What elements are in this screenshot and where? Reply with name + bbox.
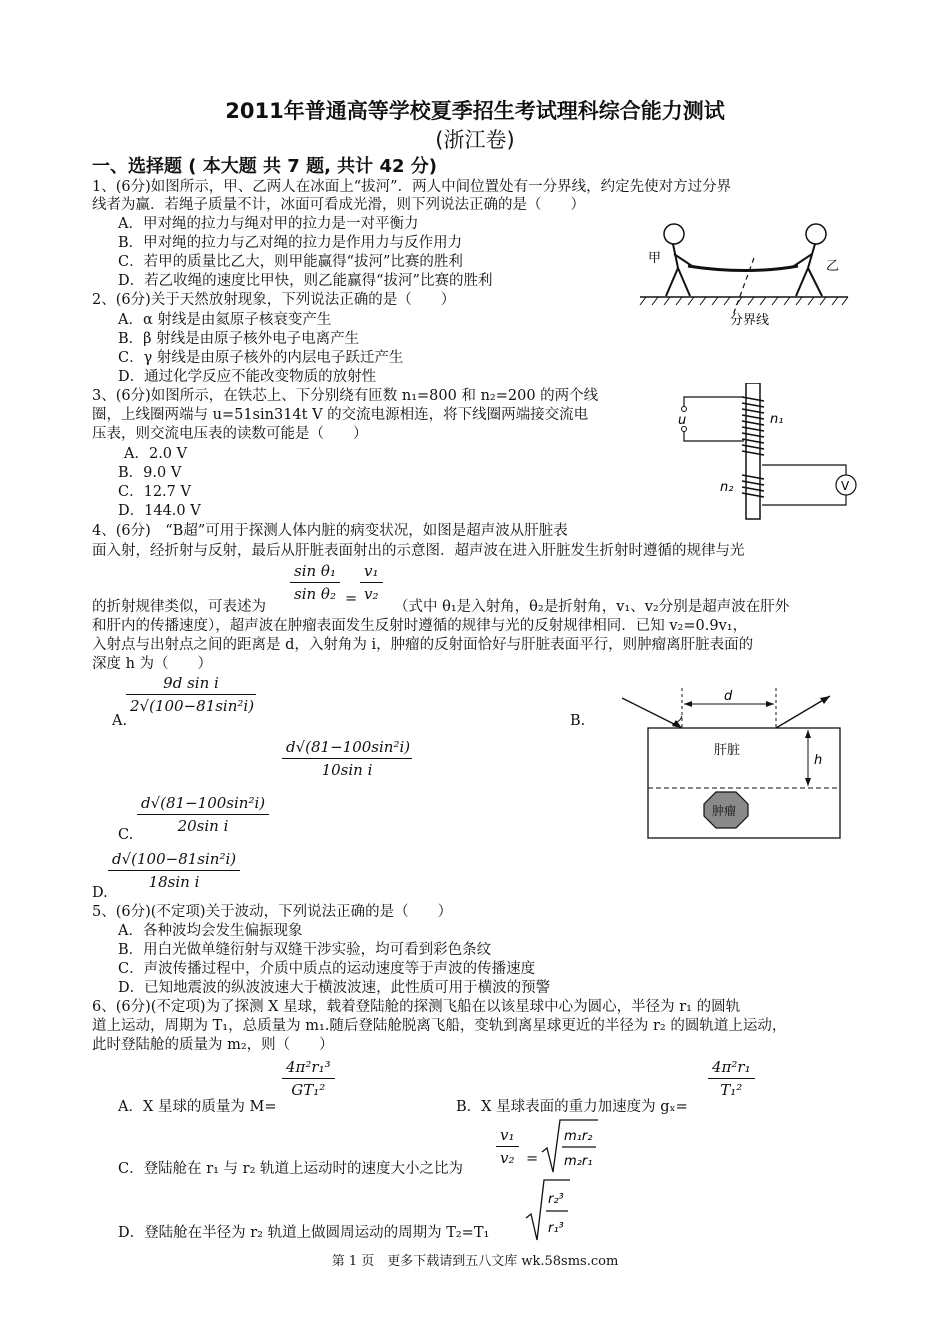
label-tumor: 肿瘤 xyxy=(712,804,737,818)
q2-option-c: C．γ 射线是由原子核外的内层电子跃迁产生 xyxy=(118,350,404,366)
q4-option-d-label: D. xyxy=(92,885,108,901)
label-liver: 肝脏 xyxy=(714,743,741,758)
q6-c-sqrt-den: m₂r₁ xyxy=(564,1154,593,1169)
q3-option-a: A．2.0 V xyxy=(124,446,188,462)
q1-stem-line2: 线者为赢．若绳子质量不计，冰面可看成光滑，则下列说法正确的是（ ） xyxy=(92,197,585,213)
label-yi: 乙 xyxy=(826,259,840,274)
page-subtitle: (浙江卷) xyxy=(435,128,515,152)
q6-stem-line2: 道上运动，周期为 T₁，总质量为 m₁.随后登陆舱脱离飞船，变轨到离星球更近的半径为 r₂ 的圆轨道上运动， xyxy=(92,1018,787,1034)
q4-stem-line3a: 的折射规律类似，可表述为 xyxy=(92,599,266,615)
q5-option-d: D．已知地震波的纵波波速大于横波波速，此性质可用于横波的预警 xyxy=(118,980,551,996)
q3-option-c: C．12.7 V xyxy=(118,484,191,500)
label-boundary: 分界线 xyxy=(730,313,770,328)
label-n1: n₁ xyxy=(770,412,784,427)
q4-stem-line6: 深度 h 为（ ） xyxy=(92,656,213,672)
q6-option-b: B．X 星球表面的重力加速度为 gₓ= xyxy=(456,1099,688,1115)
q4-option-b-label: B. xyxy=(570,713,586,729)
tug-of-war-figure xyxy=(636,220,856,332)
q4-stem-line3c: （式中 θ₁是入射角，θ₂是折射角，v₁、v₂分别是超声波在肝外 xyxy=(394,599,790,615)
q5-option-a: A．各种波均会发生偏振现象 xyxy=(118,923,303,939)
q3-stem-line1: 3、(6分)如图所示，在铁芯上、下分别绕有匝数 n₁=800 和 n₂=200 的两个线 xyxy=(92,388,599,404)
q6-stem-line3: 此时登陆舱的质量为 m₂，则（ ） xyxy=(92,1037,334,1053)
q6-stem-line1: 6、(6分)(不定项)为了探测 X 星球，载着登陆舱的探测飞船在以该星球中心为圆心，半径为 r₁ 的圆轨 xyxy=(92,999,741,1015)
q1-option-a: A．甲对绳的拉力与绳对甲的拉力是一对平衡力 xyxy=(118,216,419,232)
q4-eq-sign: = xyxy=(345,591,358,607)
q6-option-a-formula: 4π²r₁³ GT₁² xyxy=(282,1058,335,1099)
q6-option-d-sqrt xyxy=(524,1178,572,1242)
q2-option-d: D．通过化学反应不能改变物质的放射性 xyxy=(118,369,377,385)
voltmeter-label: V xyxy=(841,479,850,493)
q1-option-b: B．甲对绳的拉力与乙对绳的拉力是作用力与反作用力 xyxy=(118,235,463,251)
q4-stem-line5: 入射点与出射点之间的距离是 d，入射角为 i，肿瘤的反射面恰好与肝脏表面平行，则肿瘤离肝脏表面的 xyxy=(92,637,754,653)
section-heading: 一、选择题 ( 本大题 共 7 题, 共计 42 分) xyxy=(92,156,437,177)
q4-eq-right-fraction: v₁ v₂ xyxy=(360,562,383,603)
q2-option-a: A．α 射线是由氦原子核衰变产生 xyxy=(118,312,332,328)
q1-option-d: D．若乙收绳的速度比甲快，则乙能赢得“拔河”比赛的胜利 xyxy=(118,273,493,289)
q6-c-sqrt-num: m₁r₂ xyxy=(564,1129,593,1144)
q6-option-c-eq: = xyxy=(526,1151,539,1167)
q6-d-sqrt-den: r₁³ xyxy=(548,1221,564,1236)
q6-option-d: D．登陆舱在半径为 r₂ 轨道上做圆周运动的周期为 T₂=T₁ xyxy=(118,1225,490,1241)
q6-option-b-formula: 4π²r₁ T₁² xyxy=(708,1058,755,1099)
q6-option-c-ratio: v₁ v₂ xyxy=(496,1126,519,1167)
q1-stem-line1: 1、(6分)如图所示，甲、乙两人在冰面上“拔河”．两人中间位置处有一分界线，约定先使对方过分界 xyxy=(92,179,732,195)
q4-option-a-label: A. xyxy=(112,713,128,729)
q4-stem-line1: 4、(6分) “B超”可用于探测人体内脏的病变状况，如图是超声波从肝脏表 xyxy=(92,523,568,539)
q5-option-c: C．声波传播过程中，介质中质点的运动速度等于声波的传播速度 xyxy=(118,961,536,977)
q6-option-c-sqrt xyxy=(540,1118,600,1174)
q3-option-d: D．144.0 V xyxy=(118,503,201,519)
q4-stem-line2: 面入射，经折射与反射，最后从肝脏表面射出的示意图．超声波在进入肝脏发生折射时遵循的规律与光 xyxy=(92,543,745,559)
q3-stem-line2: 圈，上线圈两端与 u=51sin314t V 的交流电源相连，将下线圈两端接交流电 xyxy=(92,407,589,423)
q4-option-d-formula: d√(100−81sin²i) 18sin i xyxy=(108,850,240,891)
q6-option-a: A．X 星球的质量为 M= xyxy=(118,1099,277,1115)
label-u: u xyxy=(678,413,687,428)
liver-ultrasound-figure xyxy=(616,684,846,842)
q3-stem-line3: 压表，则交流电压表的读数可能是（ ） xyxy=(92,426,368,442)
page-footer: 第 1 页 更多下载请到五八文库 wk.58sms.com xyxy=(331,1254,619,1269)
label-jia: 甲 xyxy=(648,251,662,266)
q4-option-b-formula: d√(81−100sin²i) 10sin i xyxy=(282,738,412,779)
q5-option-b: B．用白光做单缝衍射与双缝干涉实验，均可看到彩色条纹 xyxy=(118,942,492,958)
page-title: 2011年普通高等学校夏季招生考试理科综合能力测试 xyxy=(225,99,725,123)
q4-eq-left-fraction: sin θ₁ sin θ₂ xyxy=(290,562,340,603)
q4-option-c-formula: d√(81−100sin²i) 20sin i xyxy=(137,794,269,835)
label-h: h xyxy=(814,753,823,768)
transformer-figure xyxy=(672,383,862,521)
q2-stem: 2、(6分)关于天然放射现象，下列说法正确的是（ ） xyxy=(92,292,456,308)
label-n2: n₂ xyxy=(720,480,734,495)
q5-stem: 5、(6分)(不定项)关于波动，下列说法正确的是（ ） xyxy=(92,904,453,920)
q3-option-b: B．9.0 V xyxy=(118,465,182,481)
q4-option-c-label: C. xyxy=(118,827,134,843)
q4-stem-line4: 和肝内的传播速度），超声波在肿瘤表面发生反射时遵循的规律与光的反射规律相同．已知 v₂=0.9v₁， xyxy=(92,618,748,634)
q6-d-sqrt-num: r₂³ xyxy=(548,1192,564,1207)
q2-option-b: B．β 射线是由原子核外电子电离产生 xyxy=(118,331,360,347)
q1-option-c: C．若甲的质量比乙大，则甲能赢得“拔河”比赛的胜利 xyxy=(118,254,463,270)
q6-option-c: C．登陆舱在 r₁ 与 r₂ 轨道上运动时的速度大小之比为 xyxy=(118,1161,464,1177)
q4-option-a-formula: 9d sin i 2√(100−81sin²i) xyxy=(126,674,256,715)
label-d: d xyxy=(724,689,733,704)
